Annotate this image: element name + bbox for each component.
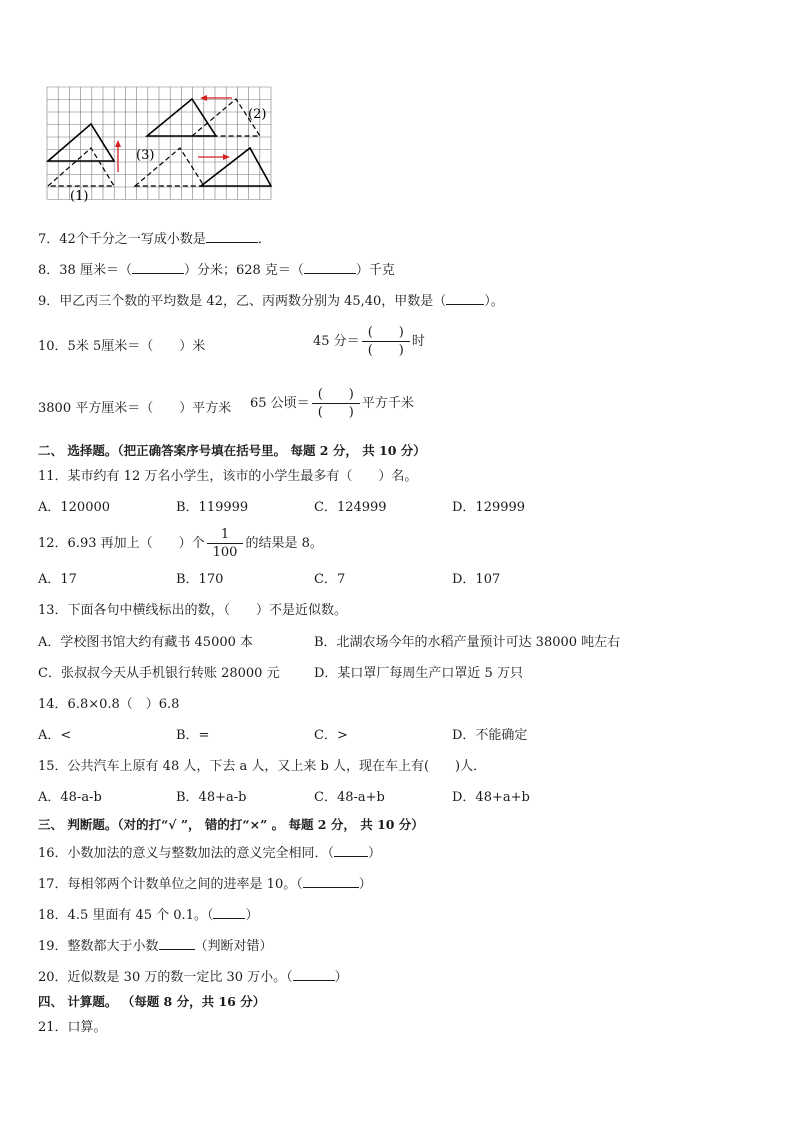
question-21: 21．口算。 [38,1020,107,1035]
question-19: 19．整数都大于小数 （判断对错） [38,939,273,954]
question-8: 8．38 厘米＝（ ）分米；628 克＝（ ）千克 [38,263,395,278]
answer-blank[interactable] [132,261,184,274]
label-2: (2) [248,107,267,122]
question-10-part-b: 45 分＝ $\frac{( )}{( )}$ 时 [313,325,425,358]
fraction: $\frac{1}{100}$ [207,526,244,561]
q11-option-c[interactable]: C．124999 [314,500,387,515]
question-10-part-a: 10．5米 5厘米＝（ ）米 [38,339,206,354]
section-3-heading: 三、 判断题。（对的打“√ ”， 错的打“×” 。 每题 2 分， 共 10 分） [38,817,424,832]
question-10-part-d: 65 公顷＝ $\frac{( )}{( )}$ 平方千米 [250,387,414,420]
q12-option-d[interactable]: D．107 [452,572,501,587]
question-13: 13．下面各句中横线标出的数，（ ）不是近似数。 [38,603,348,618]
q14-option-c[interactable]: C．> [314,728,348,743]
label-1: (1) [70,189,89,202]
question-20: 20．近似数是 30 万的数一定比 30 万小。（ ） [38,970,348,985]
q12-option-b[interactable]: B．170 [176,572,224,587]
question-9: 9．甲乙丙三个数的平均数是 42，乙、丙两数分别为 45,40，甲数是（ ）。 [38,294,504,309]
q15-option-a[interactable]: A．48-a-b [38,790,102,805]
arrow-up-icon [115,140,121,172]
answer-blank[interactable] [206,230,258,243]
question-10-part-c: 3800 平方厘米＝（ ）平方米 [38,401,232,416]
question-17: 17．每相邻两个计数单位之间的进率是 10。（ ） [38,877,372,892]
q15-option-c[interactable]: C．48-a+b [314,790,385,805]
q12-option-c[interactable]: C．7 [314,572,346,587]
q11-option-d[interactable]: D．129999 [452,500,526,515]
q12-option-a[interactable]: A．17 [38,572,77,587]
answer-blank[interactable] [304,261,356,274]
section-2-heading: 二、 选择题。（把正确答案序号填在括号里。 每题 2 分， 共 10 分） [38,443,426,458]
fraction-blank[interactable]: $\frac{( )}{( )}$ [362,324,410,359]
answer-blank[interactable] [213,906,245,919]
question-12: 12．6.93 再加上（ ）个 $\frac{1}{100}$ 的结果是 8。 [38,527,323,560]
triangle-3-solid [201,148,271,186]
question-14: 14．6.8×0.8（ ）6.8 [38,697,180,712]
fraction-blank[interactable]: $\frac{( )}{( )}$ [312,386,360,421]
q14-option-a[interactable]: A．< [38,728,72,743]
answer-blank[interactable] [303,875,359,888]
answer-blank[interactable] [334,844,368,857]
q13-option-b[interactable]: B．北湖农场今年的水稻产量预计可达 38000 吨左右 [314,635,621,650]
question-18: 18．4.5 里面有 45 个 0.1。（ ） [38,908,259,923]
triangle-translation-grid [46,86,280,202]
q11-option-b[interactable]: B．119999 [176,500,249,515]
question-11: 11．某市约有 12 万名小学生，该市的小学生最多有（ ）名。 [38,469,418,484]
label-3: (3) [136,148,155,163]
q11-option-a[interactable]: A．120000 [38,500,111,515]
section-4-heading: 四、 计算题。 （每题 8 分，共 16 分） [38,994,266,1009]
q15-option-d[interactable]: D．48+a+b [452,790,530,805]
arrow-right-icon [198,154,230,160]
arrow-left-icon [200,95,232,101]
q13-option-a[interactable]: A．学校图书馆大约有藏书 45000 本 [38,635,254,650]
question-7: 7．42个千分之一写成小数是 ． [38,232,271,247]
answer-blank[interactable] [159,937,195,950]
q15-option-b[interactable]: B．48+a-b [176,790,247,805]
q14-option-d[interactable]: D．不能确定 [452,728,528,743]
q13-option-d[interactable]: D．某口罩厂每周生产口罩近 5 万只 [314,666,523,681]
answer-blank[interactable] [446,292,484,305]
question-16: 16．小数加法的意义与整数加法的意义完全相同．（ ） [38,846,382,861]
q14-option-b[interactable]: B．= [176,728,210,743]
question-15: 15．公共汽车上原有 48 人，下去 a 人，又上来 b 人，现在车上有( )人． [38,759,487,774]
answer-blank[interactable] [293,968,335,981]
q13-option-c[interactable]: C．张叔叔今天从手机银行转账 28000 元 [38,666,280,681]
